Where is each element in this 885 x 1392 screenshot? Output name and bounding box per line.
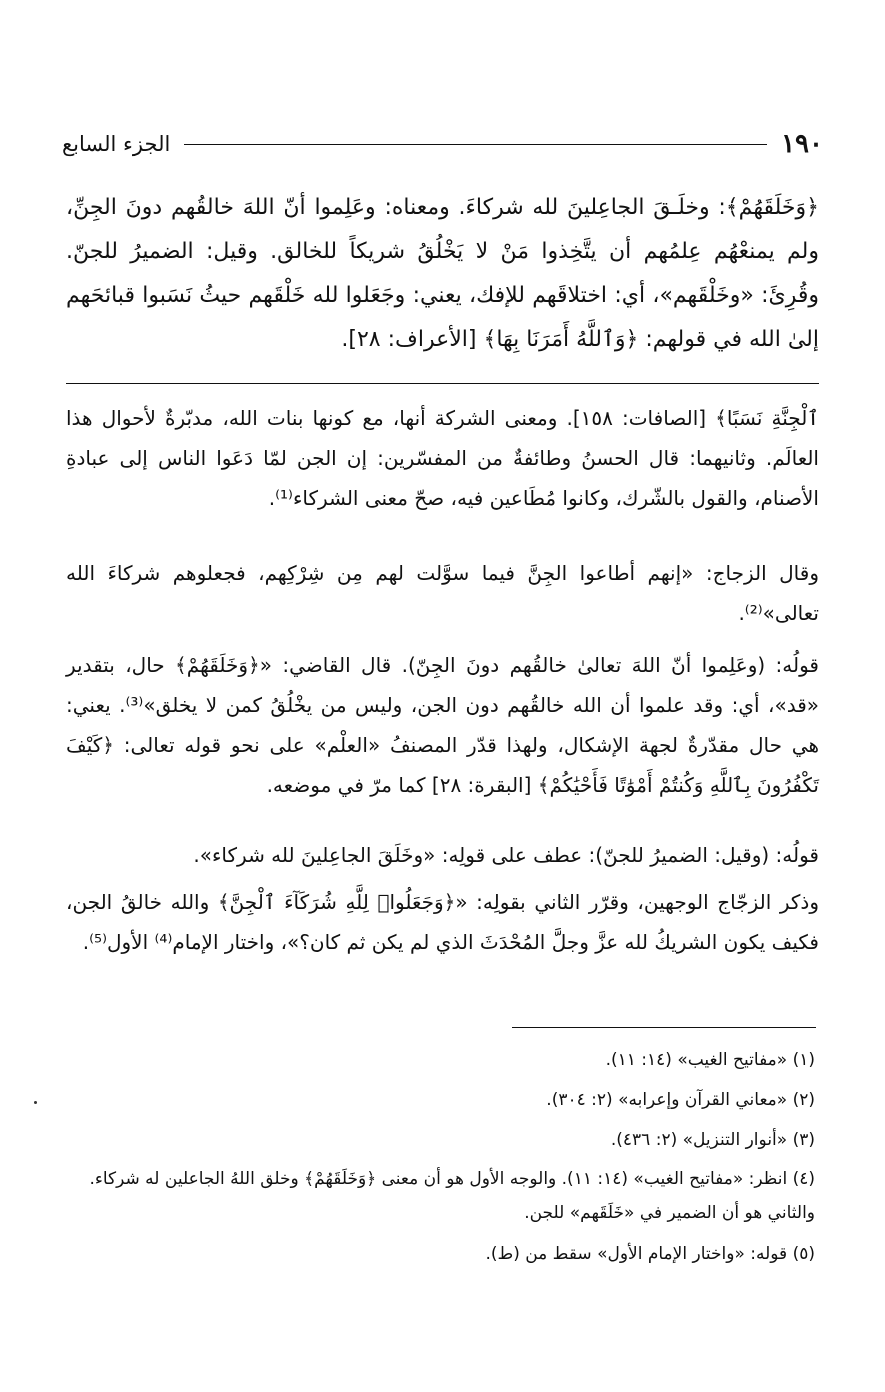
commentary-paragraph: وذكر الزجّاج الوجهين، وقرّر الثاني بقولِه: «﴿وَجَعَلُوا۟ لِلَّهِ شُرَكَآءَ ٱلْجِنَّ﴾ والله خالقُ الجن، فكيف يكون الشريكُ لله عزَّ وجلَّ المُحْدَثَ الذي لم يكن ثم كان؟»، واختار الإمام⁽⁴⁾ الأول⁽⁵⁾. [66,890,819,954]
commentary-paragraph: قولُه: (وعَلِموا أنّ اللهَ تعالىٰ خالقُهم دونَ الجِنّ). قال القاضي: «﴿وَخَلَقَهُمْ﴾ حال، بتقدير «قد»، أي: وقد علموا أن الله خالقُهم دون الجن، وليس من يخْلُقُ كمن لا يخلق»⁽³⁾. يعني: هي حال مقدّرةٌ لجهة الإشكال، ولهذا قدّر المصنفُ «العلْم» على نحو قوله تعالى: ﴿كَيْفَ تَكْفُرُونَ بِٱللَّهِ وَكُنتُمْ أَمْوَٰتًا فَأَحْيَٰكُمْ﴾ [البقرة: ٢٨] كما مرّ في موضعه. [66,653,819,797]
commentary-paragraph: قولُه: (وقيل: الضميرُ للجنّ): عطف على قولِه: «وخَلَقَ الجاعِلينَ لله شركاء». [193,843,819,867]
commentary-paragraph: وقال الزجاج: «إنهم أطاعوا الجِنَّ فيما سوَّلت لهم مِن شِرْكِهم، فجعلوهم شركاءَ الله تعالى»⁽²⁾. [66,561,819,625]
footnote: (٤) انظر: «مفاتيح الغيب» (١٤: ١١). والوجه الأول هو أن معنى ﴿وَخَلَقَهُمْ﴾ وخلق اللهُ الجاعلين له شركاء. والثاني هو أن الضمير في «خَلَقَهم» للجن. [89,1169,815,1223]
running-title: الجزء السابع [62,132,171,156]
main-text: ﴿وَخَلَقَهُمْ﴾: وخلَـقَ الجاعِلينَ لله شركاءَ. ومعناه: وعَلِموا أنّ اللهَ خالقُهم دونَ الجِنِّ، ولم يمنعْهُم عِلمُهم أن يتَّخِذوا مَنْ لا يَخْلُقُ شريكاً للخالق. وقيل: الضميرُ للجنّ. وقُرِئَ: «وخَلْقَهم»، أي: اختلاقَهم للإفك، يعني: وجَعَلوا لله خَلْقَهم حيثُ نَسَبوا قبائحَهم إلىٰ الله في قولهم: ﴿وَٱللَّهُ أَمَرَنَا بِهَا﴾ [الأعراف: ٢٨]. [66,195,819,352]
footnote: (١) «مفاتيح الغيب» (١٤: ١١). [605,1050,815,1070]
footnote-separator [512,1027,816,1028]
page-number: ١٩٠ [781,129,823,159]
header-rule [184,144,767,145]
footnote: (٢) «معاني القرآن وإعرابه» (٢: ٣٠٤). [546,1090,815,1110]
commentary-paragraph: ٱلْجِنَّةِ نَسَبًا﴾ [الصافات: ١٥٨]. ومعنى الشركة أنها، مع كونها بنات الله، مدبّرةٌ لأحوال هذا العالَم. وثانيهما: قال الحسنُ وطائفةٌ من المفسّرين: إن الجن لمّا دَعَوا الناس إلى عبادةِ الأصنام، والقول بالشّرك، وكانوا مُطَاعين فيه، صحّ معنى الشركاء⁽¹⁾. [66,406,820,510]
section-divider [66,383,819,384]
footnote: (٣) «أنوار التنزيل» (٢: ٤٣٦). [610,1130,815,1150]
stray-mark [34,1101,37,1104]
footnote: (٥) قوله: «واختار الإمام الأول» سقط من (ط). [485,1244,815,1264]
page-header [62,126,823,162]
